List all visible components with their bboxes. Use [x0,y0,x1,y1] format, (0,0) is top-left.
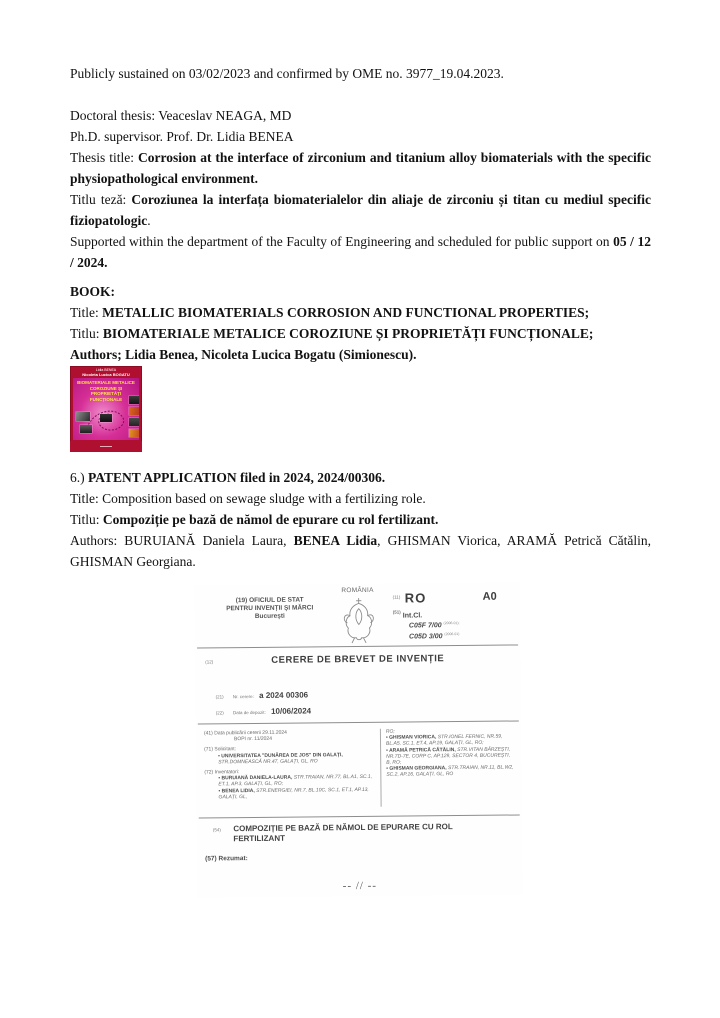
book-heading [70,281,651,302]
book-title-text: METALLIC BIOMATERIALS CORROSION AND FUNCTIONAL PROPERTIES; [102,305,590,320]
patent-heading-number: 6.) [70,470,88,485]
inventor-4-name: • ARAMĂ PETRICĂ CĂTĂLIN, [386,746,458,754]
book-section [70,281,651,365]
inventor-3-name: • GHISMAN VIORICA, [385,734,438,741]
applicant-inventors-left-column [204,729,379,801]
inid-57: (57) [205,855,217,863]
sustained-line [70,63,651,84]
inventor-3-address: STR.IONEL FERNIC, NR.59, BL.A5, SC.1, ET.4, AP.19, GALAȚI, GL, RO; [386,733,503,748]
thesis-section [70,63,651,273]
class-1-version: (2006.01); [443,621,460,626]
patent-authors-prefix: Authors: BURUIANĂ Daniela Laura, [70,533,294,548]
document-type-title: CERERE DE BREVET DE INVENȚIE [271,653,445,666]
class-2: C05D 3/00 [408,633,443,641]
divider [199,814,520,818]
coat-of-arms-icon [337,596,381,646]
filing-date-value: 10/06/2024 [271,706,312,716]
cover-thumbnail [80,425,92,433]
patent-title-ro-line [70,509,651,530]
book-title-ro-label: Titlu: [70,326,103,341]
book-title-ro-line [70,323,651,344]
kind-code: A0 [482,590,497,603]
book-title-label: Title: [70,305,103,320]
office-line-2: PENTRU INVENȚII ȘI MĂRCI [226,604,314,613]
sustained-text: Publicly sustained on 03/02/2023 and confirmed by OME no. 3977_19.04.2023. [70,66,504,81]
int-cl-class-1 [409,619,460,630]
support-line [70,231,651,273]
book-authors-line [70,344,651,365]
book-heading-text: BOOK: [70,284,116,299]
inid-22: (22) [215,710,224,716]
cover-author-2: Nicoleta Lucica BOGATU [82,371,130,377]
inid-54: (54) [212,827,221,833]
class-1: C05F 7/00 [408,622,442,630]
thesis-title-ro-text: Coroziunea la interfața biomaterialelor din aliaje de zirconiu și titan cu mediul specific fiziopatologic [70,192,651,228]
applicant-address: STR.DOMNEASCĂ NR.47, GALAȚI, GL, RO [218,758,318,766]
inid-12: (12) [205,659,214,665]
inventor-2-name: • BENEA LIDIA, [218,787,257,794]
office-line-1: (19) OFICIUL DE STAT [235,596,304,605]
applicant-label: (71) Solicitant: [204,746,237,753]
thesis-title-ro-label: Titlu teză: [70,192,132,207]
publication-number [393,589,427,607]
applicant-name: • UNIVERSITATEA "DUNĂREA DE JOS" DIN GALAȚI, [218,751,343,759]
bopi-line: BOPI nr. 11/2024 [233,736,273,743]
inid-11: (11) [392,594,401,600]
column-divider [380,729,382,807]
class-2-version: (2006.01) [444,632,460,637]
book-cover-image [70,366,142,448]
int-cl-label [393,609,423,619]
cover-title: BIOMATERIALE METALICE COROZIUNE ȘI PROPRIETĂȚI FUNCȚIONALE [77,380,135,402]
cover-thumbnail [129,396,139,404]
patent-authors-bold: BENEA Lidia [293,533,378,548]
patent-authors-suffix: , GHISMAN Viorica, ARAMĂ Petrică Cătălin, GHISMAN Georgiana. [70,533,652,569]
patent-scan-image [195,582,523,897]
cover-author-1: Lidia BENEA [95,368,117,372]
book-authors-text: Authors; Lidia Benea, Nicoleta Lucica Bogatu (Simionescu). [70,347,417,362]
patent-heading [70,467,651,488]
book-title-ro-text: BIOMATERIALE METALICE COROZIUNE ȘI PROPRIETĂȚI FUNCȚIONALE; [102,326,594,341]
country-code: RO [404,590,427,606]
inventor-5-name: • GHISMAN GEORGIANA, [386,765,449,772]
inid-51: (51) [392,609,401,615]
cover-publisher-band [70,441,142,452]
thesis-title-ro-tail: . [147,213,151,228]
address-continuation: RO; [385,728,395,735]
int-cl-class-2 [409,630,460,641]
application-number-value: a 2024 00306 [259,690,309,700]
patent-title-line [70,488,651,509]
cover-thumbnail [100,414,112,422]
page-separator-mark: -- // -- [342,879,378,893]
inventor-2-address: STR.ENERGIEI, NR.7, BL.10C, SC.1, ET.1, AP.13, GALAȚI, GL, [218,786,369,801]
thesis-title-line [70,147,651,189]
cover-thumbnail [129,418,139,426]
thesis-title-label: Thesis title: [70,150,138,165]
patent-title-ro-label: Titlu: [70,512,103,527]
inventor-4-address: STR.VITAN BÂRZEȘTI, NR.7D-7E, CORP C, AP.129, SECTOR 4, BUCUREȘTI, B, RO; [386,746,511,766]
thesis-title-ro-line [70,189,651,231]
inventor-entry [204,786,378,800]
divider [198,720,519,724]
office-city: București [254,612,285,620]
abstract-label: Rezumat: [218,855,248,863]
application-number-label: Nr. cerere: [232,694,254,700]
abstract-line [205,855,248,862]
patent-heading-text: PATENT APPLICATION filed in 2024, 2024/00306. [88,470,386,485]
filing-date-label: Data de depozit: [232,709,266,716]
thesis-title-text: Corrosion at the interface of zirconium and titanium alloy biomaterials with the specific physiopathological environment. [70,150,651,186]
inid-21: (21) [215,694,224,700]
patent-title-text: Composition based on sewage sludge with a fertilizing role. [102,491,426,506]
patent-title-label: Title: [70,491,103,506]
invention-title-line [213,822,513,845]
inventor-1-name: • BURUIANĂ DANIELA-LAURA, [218,774,294,782]
cover-thumbnail [129,429,139,437]
supervisor-line: Ph.D. supervisor. Prof. Dr. Lidia BENEA [70,129,294,144]
int-cl-text: Int.Cl. [402,612,423,620]
application-number-line [216,690,309,700]
support-text: Supported within the department of the Faculty of Engineering and scheduled for public support on [70,234,614,249]
cover-thumbnail [76,412,90,421]
inventor-entry [386,746,514,766]
inventor-1-address: STR.TRAIAN, NR.77, BL.A1, SC.1, ET.1, AP.3, GALAȚI, GL, RO; [218,774,373,788]
book-title-line [70,302,651,323]
support-date: 05 / 12 / 2024. [70,234,651,270]
patent-authors-line [70,530,651,572]
inventor-5-address: STR.TRAIAN, NR.11, BL.W2, SC.2, AP.16, GALAȚI, GL, RO [386,764,514,779]
patent-title-ro-text: Compoziție pe bază de nămol de epurare cu rol fertilizant. [102,512,439,527]
int-cl-classes [409,619,460,641]
inventors-right-column [386,728,514,779]
spacer [70,84,651,105]
inventors-label: (72) Inventatori: [204,769,240,776]
publication-date-line: (41) Data publicării cererii 29.11.2024 [203,729,287,737]
country-label: ROMÂNIA [341,586,374,595]
patent-section [70,467,651,572]
divider [197,644,518,648]
cover-authors [70,366,142,377]
inventor-entry [386,765,514,779]
doctoral-line: Doctoral thesis: Veaceslav NEAGA, MD [70,108,292,123]
cover-art [73,378,139,440]
patent-office-block [201,596,339,621]
cover-thumbnail [129,407,139,415]
invention-title: COMPOZIȚIE PE BAZĂ DE NĂMOL DE EPURARE CU ROL FERTILIZANT [233,822,453,844]
filing-date-line [216,706,311,716]
